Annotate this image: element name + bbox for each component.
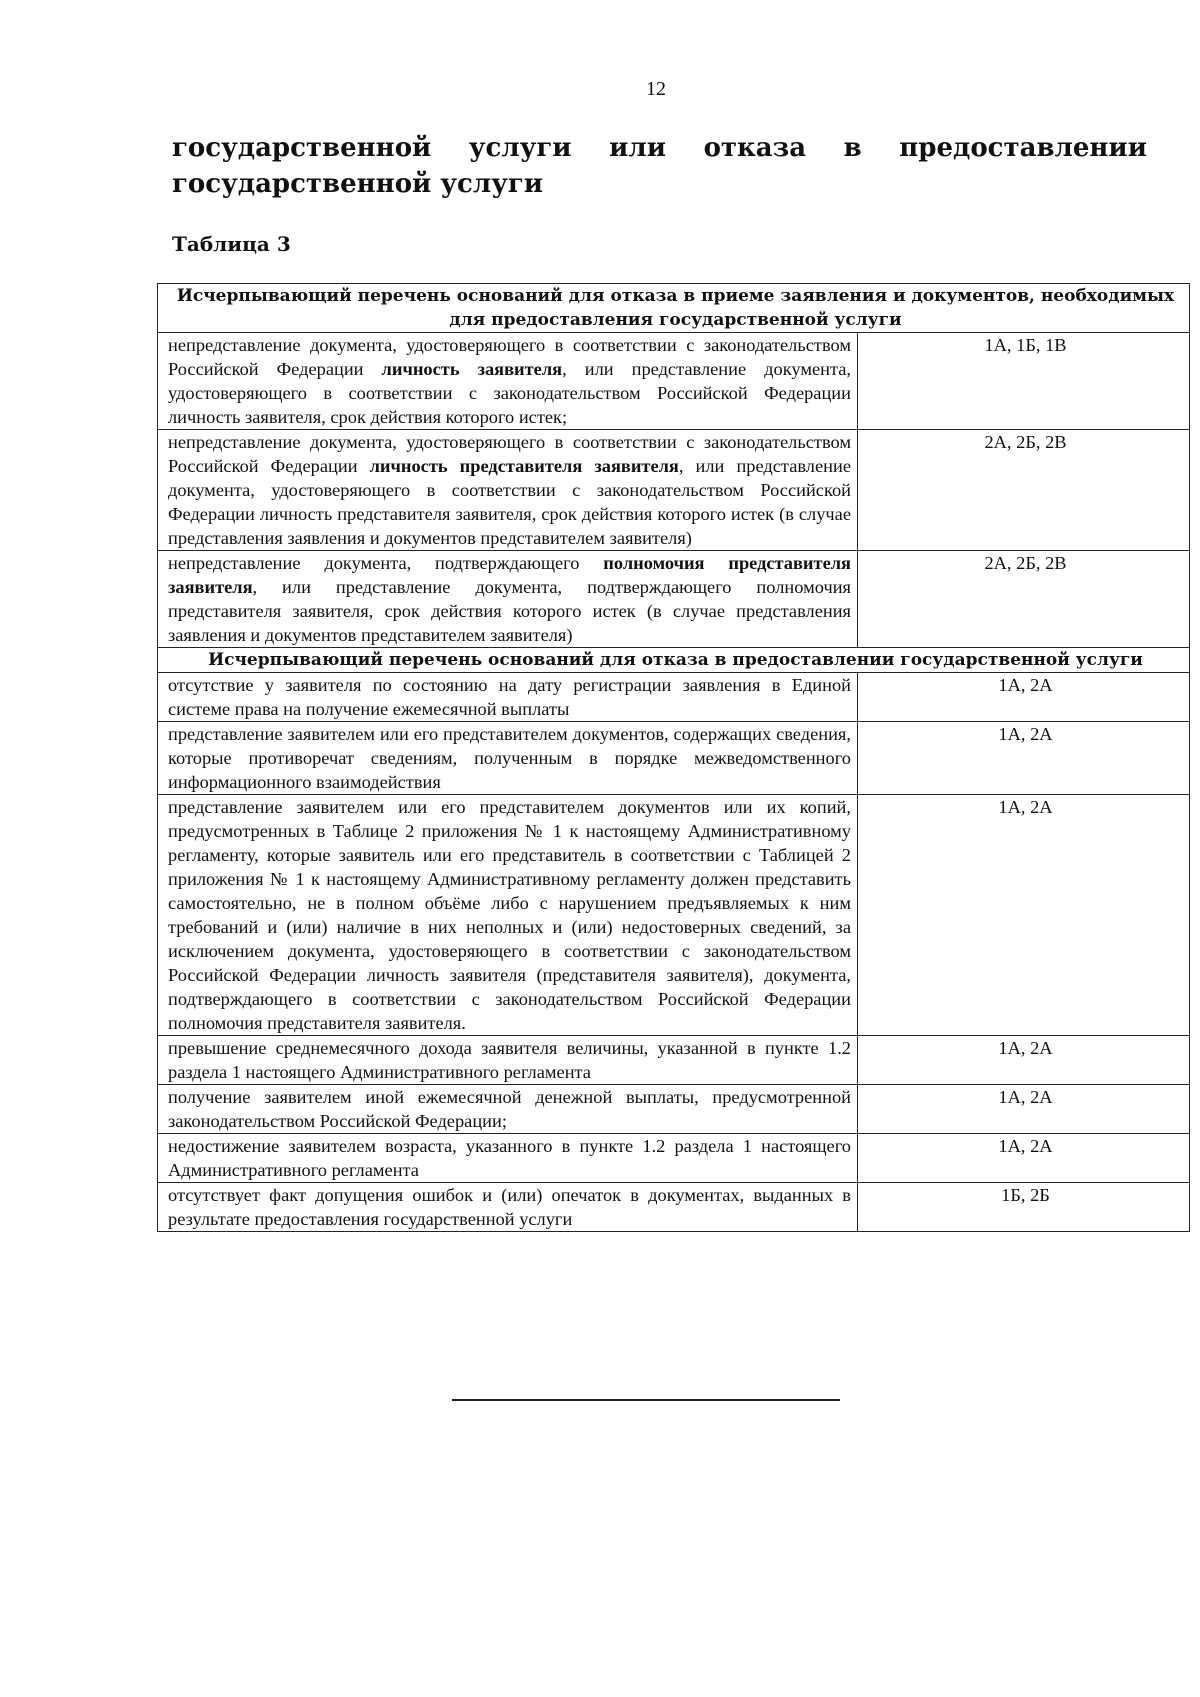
reason-emphasis: полномочия представителя заявителя (168, 553, 851, 597)
section-header-row (158, 648, 1190, 673)
table-row (158, 795, 1190, 1036)
section-header-row (158, 284, 1190, 333)
table-row (158, 1134, 1190, 1183)
reason-cell: представление заявителем или его представителем документов, содержащих сведения, которые противоречат сведениям, полученным в порядке межведомственного информационного взаимодействия (158, 722, 858, 795)
reason-cell (158, 551, 858, 648)
reason-text: , или представление документа, подтверждающего полномочия представителя заявителя, срок действия которого истек (в случае представления заявления и документов представителем заявителя) (168, 577, 851, 645)
reason-cell (158, 430, 858, 551)
codes-cell: 1А, 2А (858, 1036, 1190, 1085)
table-caption: Таблица 3 (172, 232, 291, 256)
end-rule (452, 1399, 840, 1401)
reason-text: , или представление документа, удостоверяющего в соответствии с законодательством Российской Федерации личность представителя заявителя, срок действия которого истек (в случае представления заявления и документов представителем заявителя) (168, 456, 851, 548)
grounds-table (157, 283, 1190, 1232)
section1-title: Исчерпывающий перечень оснований для отказа в приеме заявления и документов, необходимых для предоставления государственной услуги (158, 284, 1190, 333)
codes-cell: 1А, 2А (858, 1085, 1190, 1134)
reason-text: непредставление документа, удостоверяющего в соответствии с законодательством Российской Федерации (168, 432, 851, 476)
reason-text: , или представление документа, удостоверяющего в соответствии с законодательством Российской Федерации личность заявителя, срок действия которого истек; (168, 359, 852, 427)
codes-cell: 1А, 2А (858, 673, 1190, 722)
reason-emphasis: личность представителя заявителя (369, 456, 679, 476)
codes-cell: 1А, 1Б, 1В (858, 333, 1190, 430)
reason-cell: получение заявителем иной ежемесячной денежной выплаты, предусмотренной законодательством Российской Федерации; (158, 1085, 858, 1134)
codes-cell: 1А, 2А (858, 1134, 1190, 1183)
codes-cell: 1Б, 2Б (858, 1183, 1190, 1232)
section2-title: Исчерпывающий перечень оснований для отказа в предоставлении государственной услуги (158, 648, 1190, 673)
table-row (158, 1036, 1190, 1085)
codes-cell: 2А, 2Б, 2В (858, 430, 1190, 551)
reason-emphasis: личность заявителя (381, 359, 563, 379)
reason-cell: отсутствует факт допущения ошибок и (или) опечаток в документах, выданных в результате предоставления государственной услуги (158, 1183, 858, 1232)
reason-text: непредставление документа, удостоверяющего в соответствии с законодательством Российской Федерации (168, 335, 851, 379)
table-row (158, 722, 1190, 795)
section-heading: государственной услуги или отказа в предоставлении государственной услуги (172, 133, 1147, 199)
table-row (158, 551, 1190, 648)
page-number: 12 (646, 78, 666, 100)
table-row (158, 430, 1190, 551)
codes-cell: 1А, 2А (858, 722, 1190, 795)
reason-cell: недостижение заявителем возраста, указанного в пункте 1.2 раздела 1 настоящего Административного регламента (158, 1134, 858, 1183)
reason-cell: отсутствие у заявителя по состоянию на дату регистрации заявления в Единой системе права на получение ежемесячной выплаты (158, 673, 858, 722)
table-row (158, 1085, 1190, 1134)
table-row (158, 673, 1190, 722)
reason-cell: представление заявителем или его представителем документов или их копий, предусмотренных в Таблице 2 приложения № 1 к настоящему Административному регламенту, которые заявитель или его представитель в соответствии с Таблицей 2 приложения № 1 к настоящему Административному регламенту должен представить самостоятельно, не в полном объёме либо с нарушением предъявляемых к ним требований и (или) наличие в них неполных и (или) недостоверных сведений, за исключением документа, удостоверяющего в соответствии с законодательством Российской Федерации личность заявителя (представителя заявителя), документа, подтверждающего в соответствии с законодательством Российской Федерации полномочия представителя заявителя. (158, 795, 858, 1036)
table-row (158, 333, 1190, 430)
codes-cell: 2А, 2Б, 2В (858, 551, 1190, 648)
table-row (158, 1183, 1190, 1232)
reason-cell (158, 333, 858, 430)
reason-cell: превышение среднемесячного дохода заявителя величины, указанной в пункте 1.2 раздела 1 настоящего Административного регламента (158, 1036, 858, 1085)
reason-text: непредставление документа, подтверждающего (168, 553, 604, 573)
codes-cell: 1А, 2А (858, 795, 1190, 1036)
